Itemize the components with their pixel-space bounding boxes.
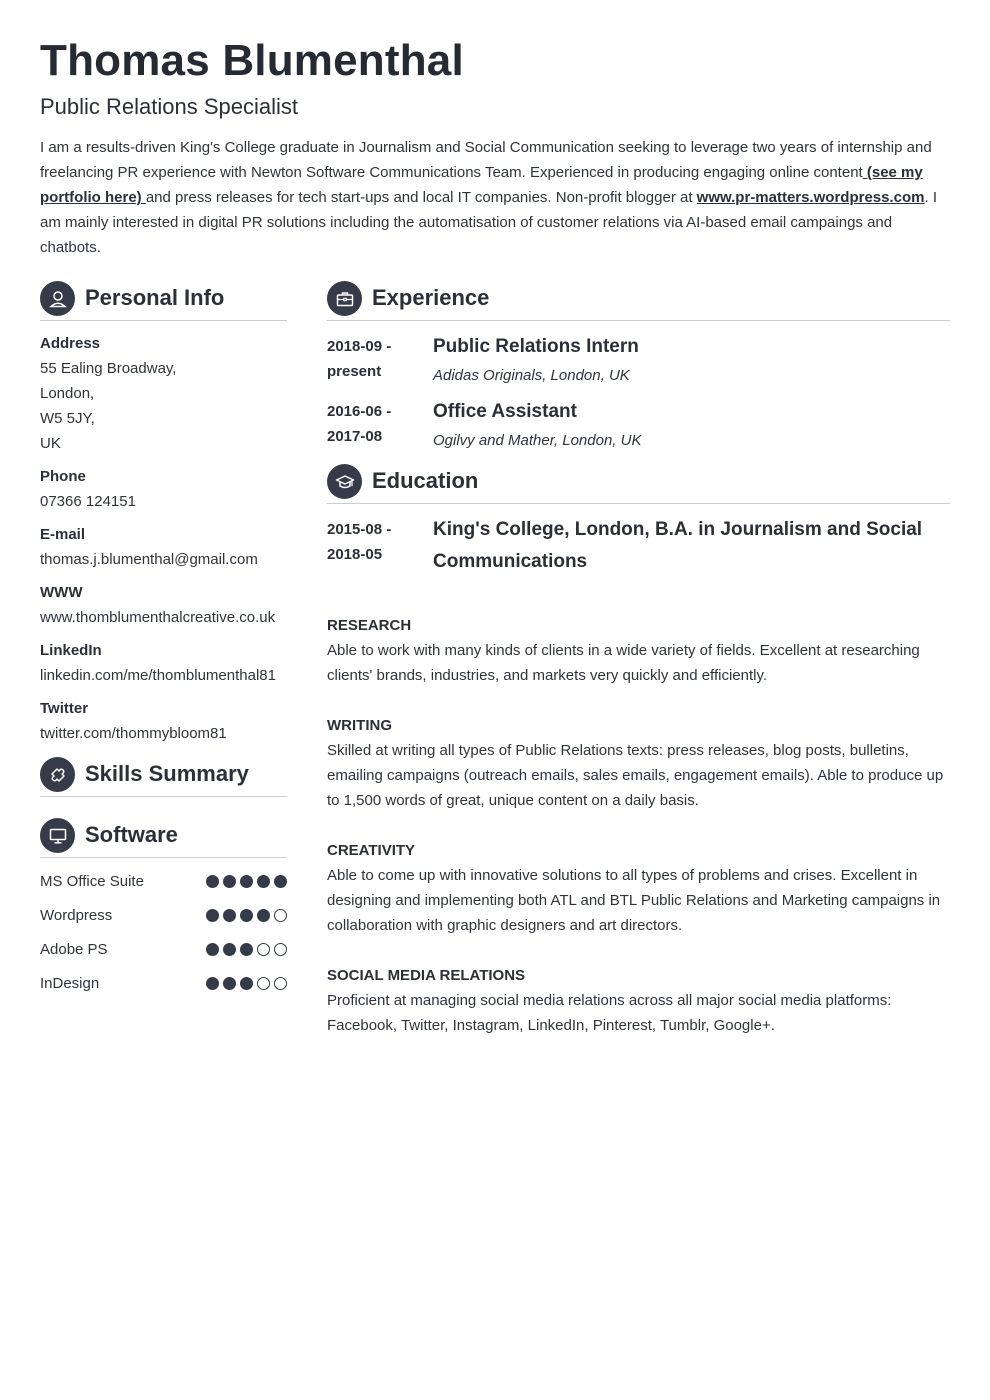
email-label: E-mail (40, 526, 86, 543)
address-line: UK (40, 435, 61, 452)
graduation-cap-icon (327, 464, 362, 499)
filled-dot (223, 909, 236, 922)
software-row (40, 939, 287, 959)
empty-dot (274, 909, 287, 922)
empty-dot (274, 977, 287, 990)
empty-dot (257, 943, 270, 956)
linkedin-value[interactable]: linkedin.com/me/thomblumenthal81 (40, 667, 276, 684)
date-end: 2017-08 (327, 428, 383, 445)
filled-dot (223, 977, 236, 990)
skill-title: RESEARCH (327, 617, 412, 634)
software-name: Wordpress (40, 906, 113, 924)
phone-value: 07366 124151 (40, 493, 136, 510)
skill-block (327, 613, 950, 688)
skill-block (327, 963, 950, 1038)
filled-dot (206, 909, 219, 922)
filled-dot (240, 875, 253, 888)
employer: Ogilvy and Mather, London, UK (433, 432, 642, 449)
filled-dot (206, 943, 219, 956)
linkedin-label: LinkedIn (40, 642, 102, 659)
www-label: WWW (40, 584, 83, 601)
skill-block (327, 838, 950, 938)
phone-label: Phone (40, 468, 86, 485)
filled-dot (223, 943, 236, 956)
job-title: Office Assistant (433, 401, 577, 422)
experience-title: Experience (372, 285, 490, 310)
software-row (40, 871, 287, 891)
date-start: 2018-09 - (327, 338, 392, 355)
puzzle-icon (40, 757, 75, 792)
experience-entry (327, 334, 950, 394)
degree-title: King's College, London, B.A. in Journalism and Social Communications (433, 519, 923, 572)
profile-summary (40, 135, 950, 260)
filled-dot (206, 977, 219, 990)
empty-dot (257, 977, 270, 990)
skills-summary-header (40, 757, 287, 797)
filled-dot (206, 875, 219, 888)
blog-link[interactable]: www.pr-matters.wordpress.com (696, 189, 925, 206)
experience-header (327, 281, 950, 321)
skill-level-dots (206, 875, 287, 888)
skill-description: Proficient at managing social media relations across all major social media platforms: Facebook, Twitter, Instagram, LinkedIn, Pinterest, Tumblr, Google+. (327, 992, 892, 1034)
entry-date (327, 334, 417, 384)
filled-dot (240, 977, 253, 990)
empty-dot (274, 943, 287, 956)
date-start: 2016-06 - (327, 403, 392, 420)
filled-dot (274, 875, 287, 888)
software-row (40, 905, 287, 925)
filled-dot (257, 875, 270, 888)
experience-entry (327, 399, 950, 459)
skill-title: WRITING (327, 717, 392, 734)
skills-summary-title: Skills Summary (85, 761, 249, 786)
entry-date (327, 399, 417, 449)
skill-block (327, 713, 950, 813)
skill-description: Skilled at writing all types of Public Relations texts: press releases, blog posts, bulletins, emailing campaigns (outreach emails, sales emails, engagement emails). Able to produce up to 1,500 words of great, unique content on a daily basis. (327, 742, 944, 809)
filled-dot (240, 943, 253, 956)
software-title: Software (85, 822, 178, 847)
personal-info-content (40, 331, 287, 746)
software-name: Adobe PS (40, 940, 108, 958)
skill-description: Able to come up with innovative solutions to all types of problems and crises. Excellent in designing and implementing both ATL and BTL Public Relations and Marketing campaigns in collaboration with graphic designers and art directors. (327, 867, 941, 934)
software-header (40, 818, 287, 858)
entry-date (327, 517, 417, 567)
employer: Adidas Originals, London, UK (433, 367, 630, 384)
briefcase-icon (327, 281, 362, 316)
user-icon (40, 281, 75, 316)
twitter-label: Twitter (40, 700, 89, 717)
candidate-role: Public Relations Specialist (40, 94, 299, 119)
date-start: 2015-08 - (327, 521, 392, 538)
skill-description: Able to work with many kinds of clients in a wide variety of fields. Excellent at researching clients' brands, industries, and markets very quickly and efficiently. (327, 642, 920, 684)
skill-title: SOCIAL MEDIA RELATIONS (327, 967, 526, 984)
personal-info-title: Personal Info (85, 285, 225, 310)
filled-dot (223, 875, 236, 888)
education-entry (327, 517, 950, 587)
software-name: InDesign (40, 974, 100, 992)
skill-level-dots (206, 977, 287, 990)
address-line: London, (40, 385, 95, 402)
personal-info-header (40, 281, 287, 321)
www-value[interactable]: www.thomblumenthalcreative.co.uk (40, 609, 276, 626)
skill-level-dots (206, 909, 287, 922)
twitter-value[interactable]: twitter.com/thommybloom81 (40, 725, 227, 742)
software-row (40, 973, 287, 993)
summary-text-1: I am a results-driven King's College graduate in Journalism and Social Communication seeking to leverage two years of internship and freelancing PR experience with Newton Software Communications Team. Experienced in producing engaging online content (40, 139, 932, 181)
filled-dot (240, 909, 253, 922)
date-end: 2018-05 (327, 546, 383, 563)
summary-text-3: . I am mainly interested in digital PR solutions including the automatisation of customer relations via AI-based email campaings and chatbots. (40, 189, 938, 256)
date-end: present (327, 363, 382, 380)
address-line: W5 5JY, (40, 410, 95, 427)
address-label: Address (40, 335, 101, 352)
address-line: 55 Ealing Broadway, (40, 360, 177, 377)
education-header (327, 464, 950, 504)
education-title: Education (372, 468, 479, 493)
skill-level-dots (206, 943, 287, 956)
filled-dot (257, 909, 270, 922)
email-value[interactable]: thomas.j.blumenthal@gmail.com (40, 551, 258, 568)
job-title: Public Relations Intern (433, 336, 639, 357)
portfolio-link[interactable]: (see my portfolio here) (40, 164, 923, 206)
skill-title: CREATIVITY (327, 842, 416, 859)
candidate-name: Thomas Blumenthal (40, 36, 464, 85)
monitor-icon (40, 818, 75, 853)
summary-text-2: and press releases for tech start-ups and local IT companies. Non-profit blogger at (145, 189, 697, 206)
software-name: MS Office Suite (40, 872, 144, 890)
